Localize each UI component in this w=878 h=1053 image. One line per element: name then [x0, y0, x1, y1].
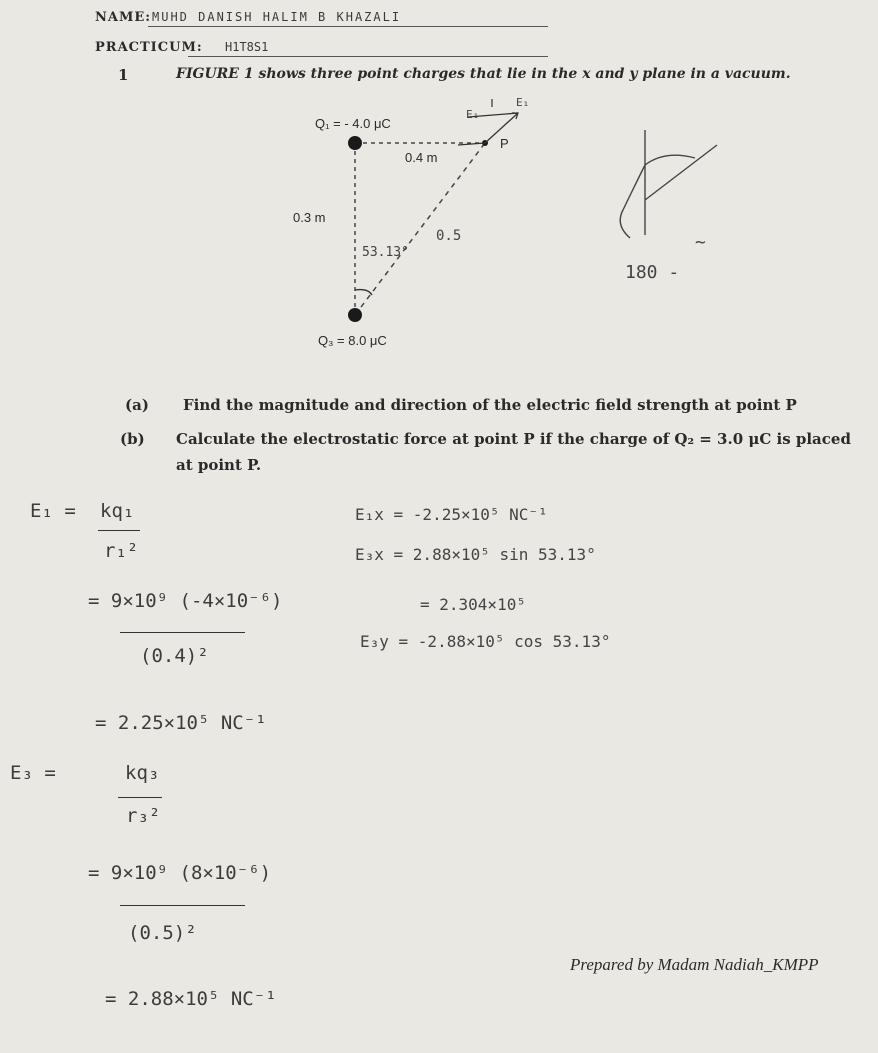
part-b-label: (b) [120, 430, 145, 448]
e3-sub-fraction-bar [120, 905, 245, 906]
q1-label: Q₁ = - 4.0 μC [315, 116, 391, 131]
q3-label: Q₃ = 8.0 μC [318, 333, 387, 348]
e3x-result: = 2.304×10⁵ [420, 595, 526, 614]
angle-arc [355, 290, 372, 295]
part-b-text-2: at point P. [176, 456, 262, 474]
e3-sub-numerator: = 9×10⁹ (8×10⁻⁶) [88, 862, 272, 884]
name-underline [148, 26, 548, 27]
e3y-component: E₃y = -2.88×10⁵ cos 53.13° [360, 632, 611, 651]
question-intro: FIGURE 1 shows three point charges that lie in the x and y plane in a vacuum. [176, 66, 791, 82]
e3-result: = 2.88×10⁵ NC⁻¹ [105, 988, 277, 1010]
part-a-text: Find the magnitude and direction of the electric field strength at point P [183, 396, 797, 414]
e1-sub-numerator: = 9×10⁹ (-4×10⁻⁶) [88, 590, 283, 612]
e3-lhs: E₃ = [10, 762, 56, 784]
p-label: P [500, 136, 509, 151]
e3-denominator: r₃² [126, 805, 161, 827]
figure-diagram [280, 95, 560, 355]
e3-numerator: kq₃ [125, 762, 160, 784]
annot-e1b: E₁ [516, 96, 530, 109]
side-sketch-glyph: ~ [695, 232, 706, 253]
horizontal-distance-label: 0.4 m [405, 150, 438, 165]
e1-numerator: kq₁ [100, 500, 135, 522]
name-value: MUHD DANISH HALIM B KHAZALI [152, 10, 402, 24]
e1-sub-fraction-bar [120, 632, 245, 633]
practicum-value: H1T8S1 [225, 40, 269, 54]
e3-sub-denominator: (0.5)² [128, 922, 197, 944]
side-sketch-label: 180 - [625, 262, 680, 283]
q3-charge [348, 308, 362, 322]
e3x-component: E₃x = 2.88×10⁵ sin 53.13° [355, 545, 596, 564]
e3-fraction-bar [118, 797, 162, 798]
question-number: 1 [118, 66, 129, 84]
annot-angle: 53.13° [362, 245, 409, 260]
side-sketch [605, 110, 725, 250]
annot-e1: E₁ [466, 108, 480, 121]
e1-lhs: E₁ = [30, 500, 76, 522]
diagonal-dashed-line [355, 143, 485, 315]
annot-diagonal: 0.5 [436, 228, 462, 244]
e1-result: = 2.25×10⁵ NC⁻¹ [95, 712, 267, 734]
e1x-component: E₁x = -2.25×10⁵ NC⁻¹ [355, 505, 548, 524]
e1-sub-denominator: (0.4)² [140, 645, 209, 667]
credit-text: Prepared by Madam Nadiah_KMPP [570, 955, 819, 974]
practicum-label: PRACTICUM: [95, 40, 203, 55]
e1-fraction-bar [98, 530, 140, 531]
e1-denominator: r₁² [104, 540, 139, 562]
practicum-underline [188, 56, 548, 57]
part-b-text: Calculate the electrostatic force at point P if the charge of Q₂ = 3.0 μC is placed [176, 430, 851, 448]
q1-charge [348, 136, 362, 150]
name-label: NAME: [95, 10, 152, 25]
vertical-distance-label: 0.3 m [293, 210, 326, 225]
part-a-label: (a) [125, 396, 149, 414]
